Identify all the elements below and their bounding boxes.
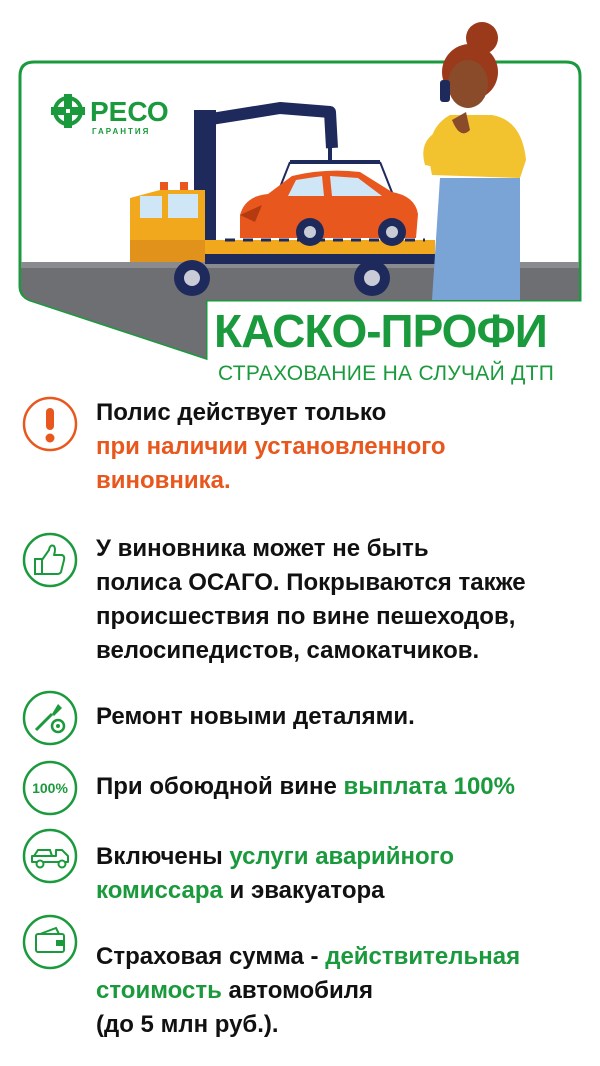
feature-item-mutual-fault [22, 760, 582, 816]
feature-text [96, 940, 596, 1042]
feature-item-commissioner [22, 828, 582, 908]
line: полиса ОСАГО. Покрываются также [96, 569, 526, 596]
line: (до 5 млн руб.). [96, 1011, 279, 1038]
line: Ремонт новыми деталями. [96, 703, 415, 730]
svg-text:100%: 100% [32, 780, 68, 796]
feature-item-osago [22, 532, 582, 672]
line: при наличии установленного [96, 433, 446, 460]
product-title: КАСКО-ПРОФИ [214, 305, 547, 357]
svg-text:ГАРАНТИЯ: ГАРАНТИЯ [92, 127, 151, 136]
feature-text [96, 532, 596, 668]
line: происшествия по вине пешеходов, [96, 603, 516, 630]
svg-text:РЕСО: РЕСО [90, 96, 169, 127]
wallet-icon [22, 914, 78, 970]
line: При обоюдной вине выплата 100% [96, 773, 515, 800]
line: Страховая сумма - действительная [96, 943, 521, 970]
feature-item-sum-insured [22, 914, 582, 1044]
feature-text [96, 396, 596, 498]
line: У виновника может не быть [96, 535, 429, 562]
feature-text [96, 840, 596, 908]
line: Полис действует только [96, 399, 387, 426]
exclamation-icon [22, 396, 78, 452]
repair-tools-icon [22, 690, 78, 746]
feature-item-repair [22, 690, 582, 746]
feature-text [96, 770, 596, 804]
line: стоимость автомобиля [96, 977, 374, 1004]
thumbs-up-icon [22, 532, 78, 588]
line: велосипедистов, самокатчиков. [96, 637, 480, 664]
percent-100-icon [22, 760, 78, 816]
feature-item-culprit [22, 396, 582, 506]
line: виновника. [96, 467, 231, 494]
line: комиссара и эвакуатора [96, 877, 385, 904]
line: Включены услуги аварийного [96, 843, 454, 870]
feature-text [96, 700, 596, 734]
tow-truck-icon [22, 828, 78, 884]
product-subtitle: СТРАХОВАНИЕ НА СЛУЧАЙ ДТП [218, 362, 555, 385]
